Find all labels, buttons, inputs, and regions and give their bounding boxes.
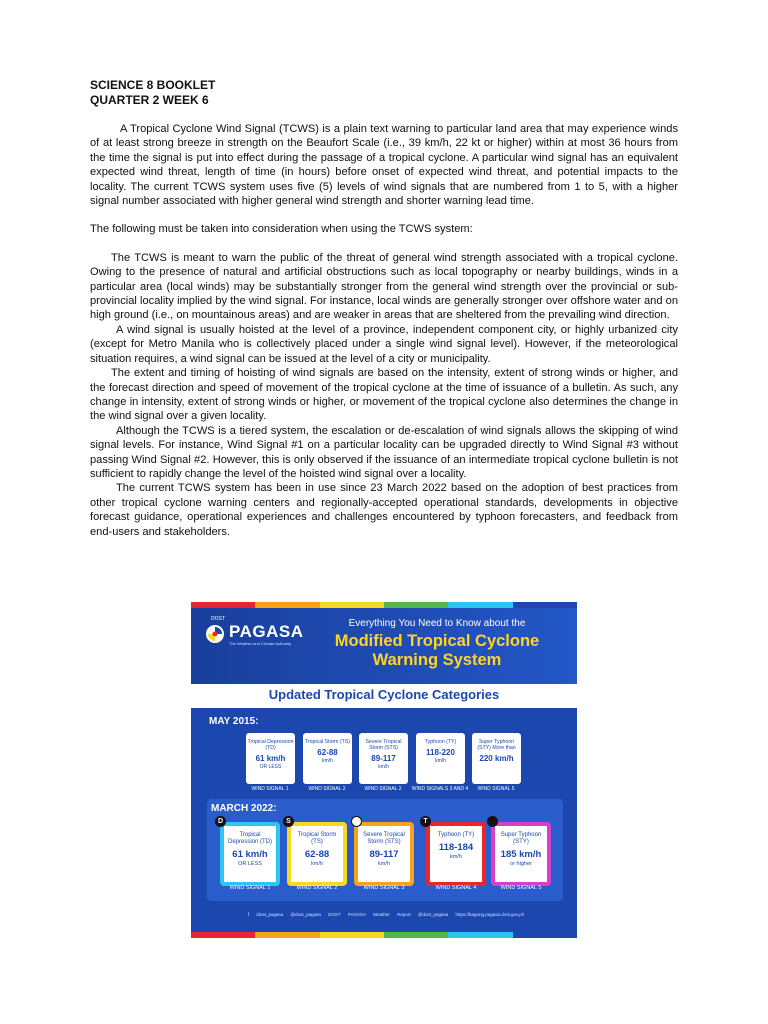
card-name: Tropical Storm (TS) [297, 832, 337, 845]
card-unit: km/h [378, 764, 389, 770]
paragraph-hoisting-level: A wind signal is usually hoisted at the level of a province, independent component city, or highly urbanized city (except for Metro Manila who is collectively placed under a single wind signal level). However, if the meteorological situation requires, a wind signal can be issued at the level of a city or municipality. [90, 323, 678, 365]
pagasa-logo-text: PAGASA [229, 622, 304, 641]
card-value: 89-117 [369, 849, 399, 860]
card-unit: km/h [311, 861, 323, 867]
badge-sty-icon [487, 816, 498, 827]
infographic-subtitle: Updated Tropical Cyclone Categories [268, 687, 500, 702]
march-signal-label: WIND SIGNAL 5 [500, 885, 542, 891]
card-name: Typhoon (TY) [424, 739, 457, 745]
badge-t: T [420, 816, 431, 827]
card-name: Super Typhoon (STY) More than [477, 739, 516, 751]
may-signal-label: WIND SIGNAL 1 [251, 786, 289, 792]
spacer [90, 237, 678, 251]
paragraph-extent-timing: The extent and timing of hoisting of wind signals are based on the intensity, extent of strong winds or higher, and the forecast direction and speed of movement of the tropical cyclone at the time of issuance of a bulletin. As such, any change in intensity, extent of strong winds or higher, or movement of the tropical cyclone also determines the change in the wind signal over a given locality. [90, 367, 678, 423]
badge-circle-icon [351, 816, 362, 827]
pagasa-logo-icon [205, 624, 225, 644]
card-name: Tropical Depression (TD) [247, 739, 294, 751]
social-links-footer: f /dost_pagasa @dost_pagasa DOST PAGASA Weather Report @dost_pagasa https://bagong.pagasa.dost.gov.ph [247, 912, 525, 917]
march-card-td [220, 822, 280, 886]
card-unit: OR LESS [238, 861, 262, 867]
march-2022-label: MARCH 2022: [211, 803, 277, 814]
card-value: 61 km/h [232, 849, 268, 860]
card-value: 61 km/h [255, 754, 286, 763]
badge-s: S [283, 816, 294, 827]
banner-headline: Modified Tropical Cyclone Warning System [334, 632, 540, 669]
spacer [90, 108, 678, 122]
dost-label: DOST [211, 616, 225, 622]
card-unit: km/h [435, 758, 446, 764]
card-name: Tropical Depression (TD) [227, 832, 272, 845]
paragraph-tiered-system: Although the TCWS is a tiered system, the escalation or de-escalation of wind signals allows the skipping of wind signal levels. For instance, Wind Signal #1 on a particular locality can be upgraded directly to Wind Signal #3 without passing Wind Signal #2. However, this is only observed if the issuance of an intermediate tropical cyclone bulletin is not sufficient to rapidly change the level of the hoisted wind signal over a locality. [90, 424, 678, 480]
march-signal-label: WIND SIGNAL 1 [229, 885, 271, 891]
may-card-td [246, 733, 295, 784]
march-card-ts [287, 822, 347, 886]
card-value: 220 km/h [479, 754, 514, 763]
card-name: Tropical Storm (TS) [304, 739, 351, 745]
card-value: 118-220 [426, 748, 455, 757]
booklet-subtitle: QUARTER 2 WEEK 6 [90, 93, 209, 107]
card-unit: km/h [322, 758, 333, 764]
may-signal-label: WIND SIGNAL 2 [364, 786, 402, 792]
march-card-sts [354, 822, 414, 886]
card-name: Super Typhoon (STY) [500, 832, 542, 845]
march-signal-label: WIND SIGNAL 3 [363, 885, 405, 891]
card-unit: km/h [450, 854, 462, 860]
may-signal-label: WIND SIGNALS 3 AND 4 [411, 786, 469, 792]
card-value: 185 km/h [500, 849, 542, 860]
card-value: 62-88 [317, 748, 338, 757]
card-name: Typhoon (TY) [437, 832, 475, 838]
document-page [90, 78, 678, 539]
paragraph-intro: A Tropical Cyclone Wind Signal (TCWS) is a plain text warning to particular land area that may experience winds of at least strong breeze in strength on the Beaufort Scale (i.e., 39 km/h, 22 kt or higher) within at most 36 hours from the time the signal is put into effect during the passage of a tropical cyclone. A particular wind signal has an equivalent expected wind threat, length of time (in hours) before onset of expected wind threat, and potential impacts to the locality. The current TCWS system uses five (5) levels of wind signals that are numbered from 1 to 5, with a higher signal number associated with higher general wind strength and shorter warning lead time. [90, 123, 678, 208]
card-name: Severe Tropical Storm (STS) [363, 832, 405, 845]
may-card-ty [416, 733, 465, 784]
may-card-sty [472, 733, 521, 784]
card-unit: km/h [378, 861, 390, 867]
booklet-title: SCIENCE 8 BOOKLET [90, 78, 216, 92]
march-signal-label: WIND SIGNAL 4 [435, 885, 477, 891]
may-2015-label: MAY 2015: [209, 716, 259, 727]
banner-kicker: Everything You Need to Know about the [348, 618, 526, 629]
pagasa-tagline: The Weather and Climate Authority [229, 641, 292, 646]
color-stripe-bottom [191, 932, 577, 938]
paragraph-current-system: The current TCWS system has been in use since 23 March 2022 based on the adoption of best practices from other tropical cyclone warning centers and regionally-accepted operational standards, developments in objective forecast guidance, operational experiences and challenges encountered by typhoon forecasters, and feedback from end-users and stakeholders. [90, 482, 678, 538]
march-card-sty [491, 822, 551, 886]
paragraph-considerations-lead: The following must be taken into consideration when using the TCWS system: [90, 223, 473, 236]
badge-d: D [215, 816, 226, 827]
card-value: 62-88 [304, 849, 330, 860]
may-card-sts [359, 733, 408, 784]
march-signal-label: WIND SIGNAL 2 [296, 885, 338, 891]
march-card-ty [426, 822, 486, 886]
card-value: 118-184 [438, 842, 474, 853]
card-name: Severe Tropical Storm (STS) [365, 739, 402, 751]
may-signal-label: WIND SIGNAL 5 [477, 786, 515, 792]
may-card-ts [303, 733, 352, 784]
paragraph-general-wind: The TCWS is meant to warn the public of the threat of general wind strength associated with a tropical cyclone. Owing to the presence of natural and artificial obstructions such as local topography or nearby buildings, winds in a particular area (local winds) may be substantially stronger from the general wind strength over the provincial or sub-provincial locality implied by the wind signal. For instance, local winds are generally stronger over offshore water and on high ground (i.e., on mountainous areas) and are weaker in areas that are sheltered from the prevailing wind direction. [90, 251, 678, 322]
card-unit: OR LESS [259, 764, 282, 770]
may-signal-label: WIND SIGNAL 2 [308, 786, 346, 792]
tcws-infographic [191, 602, 577, 938]
spacer [90, 208, 678, 222]
card-value: 89-117 [371, 754, 396, 763]
card-unit: or higher [510, 861, 532, 867]
